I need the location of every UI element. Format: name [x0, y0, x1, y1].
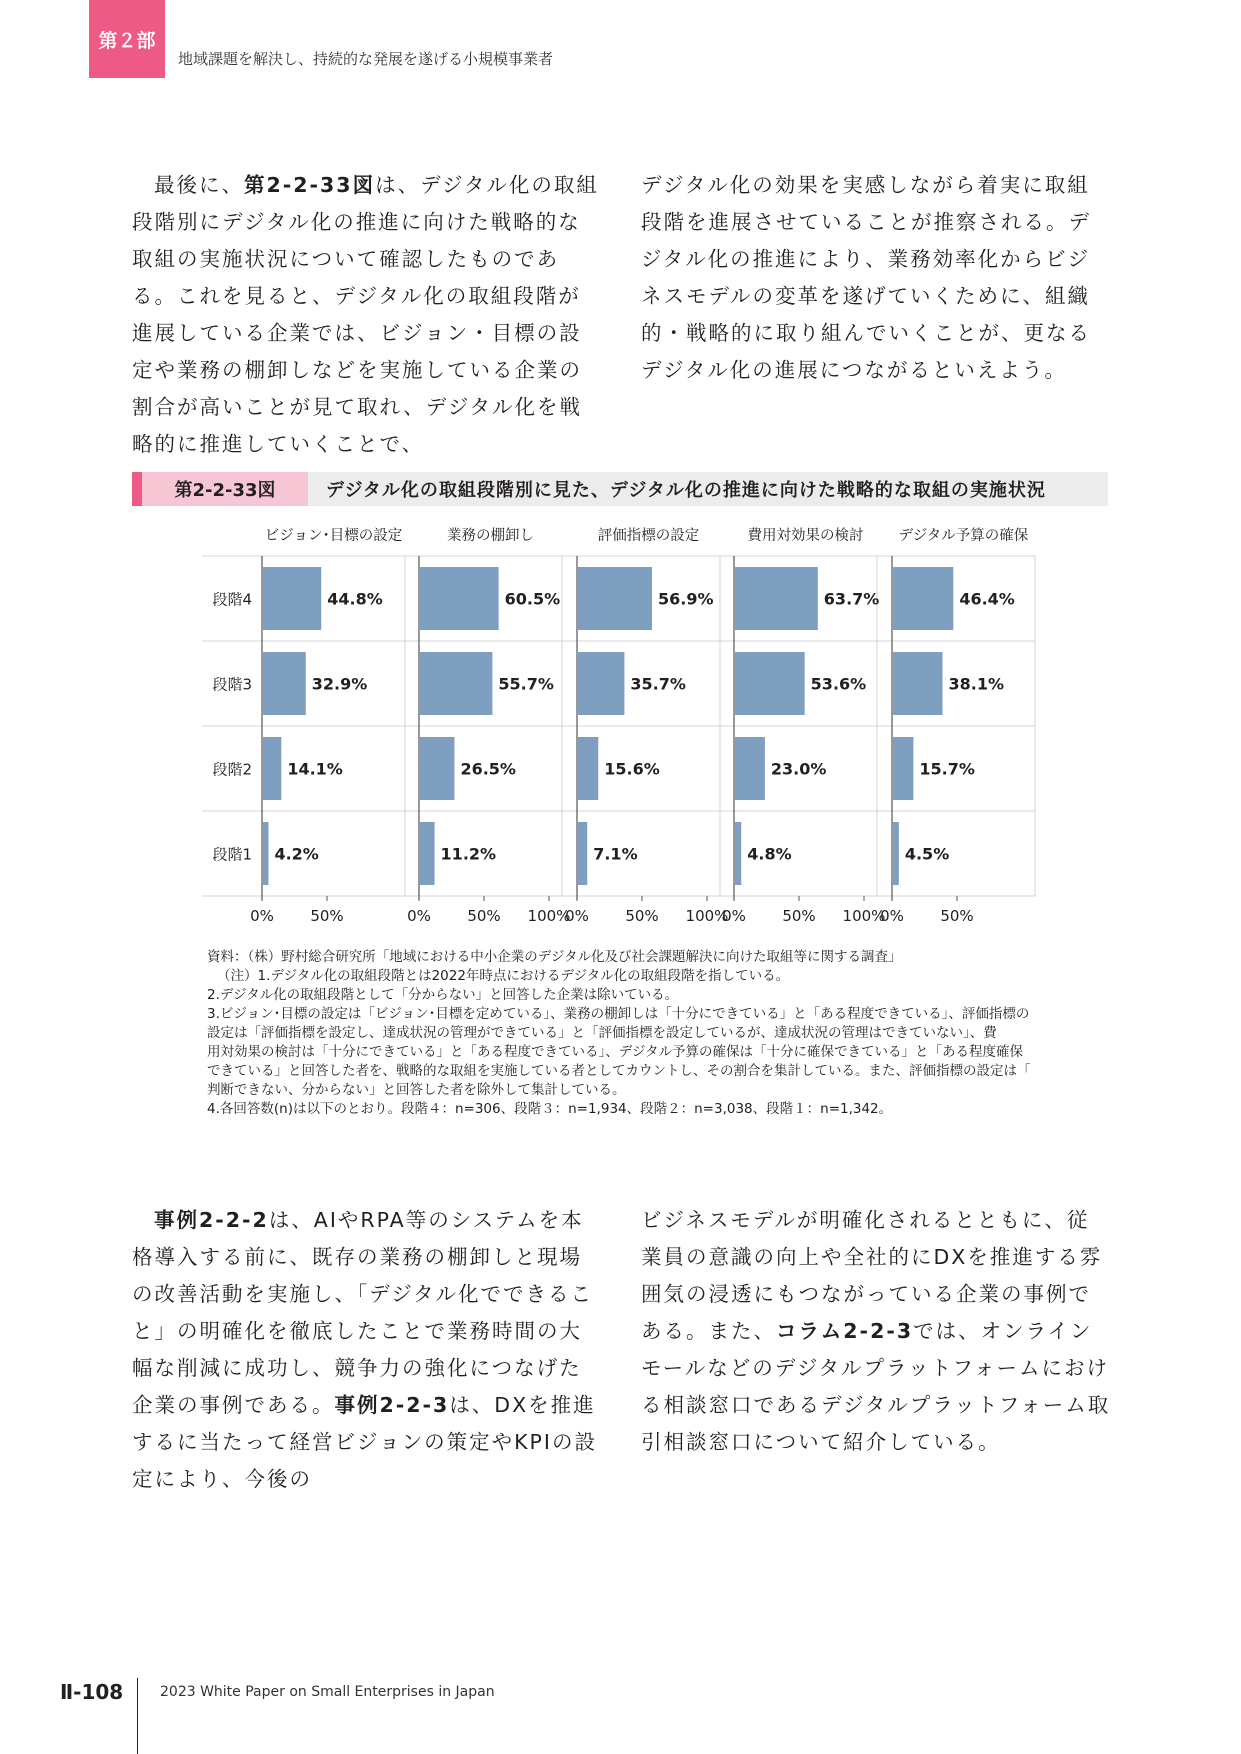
column-reference: コラム2-2-3 [776, 1319, 914, 1343]
row-label: 段階2 [212, 760, 252, 779]
bar [420, 567, 499, 630]
figure-title: デジタル化の取組段階別に見た、デジタル化の推進に向けた戦略的な取組の実施状況 [326, 480, 1046, 501]
bar [578, 737, 598, 800]
axis-tick-label: 0% [565, 907, 589, 925]
bar [420, 652, 492, 715]
closing-paragraph-left [132, 1202, 602, 1498]
axis-tick-label: 50% [782, 907, 816, 925]
panel-title: 評価指標の設定 [597, 528, 700, 544]
part-label: 第２部 [98, 29, 156, 52]
bar-data-label: 32.9% [311, 674, 368, 694]
bar-data-label: 63.7% [823, 589, 880, 609]
bar-data-label: 23.0% [770, 759, 827, 779]
figure-label: 第2-2-33図 [142, 472, 308, 506]
case-reference: 事例2-2-3 [334, 1393, 450, 1417]
bar [420, 822, 435, 885]
bar-data-label: 38.1% [948, 674, 1005, 694]
bar-data-label: 15.6% [604, 759, 660, 779]
axis-tick-label: 0% [722, 907, 746, 925]
panel-title: デジタル予算の確保 [898, 528, 1029, 544]
bar [735, 737, 765, 800]
bar-data-label: 11.2% [440, 844, 497, 864]
bar-data-label: 4.8% [747, 844, 792, 864]
bar [735, 567, 818, 630]
figure-notes [207, 948, 1107, 1119]
axis-tick-label: 0% [407, 907, 431, 925]
footer-divider [137, 1678, 138, 1754]
note-line: （注）1.デジタル化の取組段階とは2022年時点におけるデジタル化の取組段階を指している。 [217, 968, 790, 984]
bar-data-label: 55.7% [498, 674, 554, 694]
bar-data-label: 53.6% [810, 674, 867, 694]
axis-tick-label: 100% [842, 907, 886, 925]
bar [420, 737, 454, 800]
bar-data-label: 35.7% [630, 674, 686, 694]
bar [578, 822, 587, 885]
note-line: 判断できない、分からない」と回答した者を除外して集計している。 [207, 1082, 626, 1098]
intro-text: 最後に、 [154, 173, 244, 197]
note-line: 4.各回答数(n)は以下のとおり。段階４：n=306、段階３：n=1,934、段階２：n=3,038、段階１：n=1,342。 [207, 1101, 893, 1117]
closing-text: ビジネスモデルが明確化されるとともに、従業員の意識の向上や全社的にDXを推進する雰囲気の浸透にもつながっている企業の事例である。また、 [641, 1208, 1103, 1343]
axis-tick-label: 50% [625, 907, 659, 925]
bar [893, 652, 943, 715]
panel-title: ビジョン･目標の設定 [264, 528, 403, 544]
bar [735, 652, 805, 715]
closing-text: では、オンラインモールなどのデジタルプラットフォームにおける相談窓口であるデジタルプラットフォーム取引相談窓口について紹介している。 [641, 1319, 1111, 1454]
bar [263, 737, 281, 800]
axis-tick-label: 50% [310, 907, 344, 925]
note-line: 2.デジタル化の取組段階として「分からない」と回答した企業は除いている。 [207, 987, 679, 1003]
axis-tick-label: 0% [880, 907, 904, 925]
figure-chart [195, 520, 1055, 940]
intro-text: は、デジタル化の取組段階別にデジタル化の推進に向けた戦略的な取組の実施状況について確認したものである。これを見ると、デジタル化の取組段階が進展している企業では、ビジョン・目標の設定や業務の棚卸しなどを実施している企業の割合が高いことが見て取れ、デジタル化を戦略的に推進していくことで、 [132, 173, 599, 456]
axis-tick-label: 50% [940, 907, 974, 925]
part-tab [89, 0, 165, 78]
running-header: 地域課題を解決し、持続的な発展を遂げる小規模事業者 [178, 50, 554, 68]
bar-data-label: 15.7% [919, 759, 975, 779]
bar-data-label: 14.1% [287, 759, 343, 779]
axis-tick-label: 100% [527, 907, 571, 925]
axis-tick-label: 50% [467, 907, 501, 925]
figure-reference: 第2-2-33図 [244, 173, 376, 197]
intro-paragraph-left [132, 167, 602, 463]
bar-data-label: 46.4% [959, 589, 1015, 609]
bar-data-label: 7.1% [593, 844, 638, 864]
page-number: Ⅱ-108 [60, 1680, 124, 1704]
row-label: 段階1 [212, 845, 252, 864]
note-line: 設定は「評価指標を設定し、達成状況の管理ができている」と「評価指標を設定しているが、達成状況の管理はできていない」、費 [207, 1025, 997, 1041]
bar [893, 737, 913, 800]
bar [263, 652, 306, 715]
note-line: 用対効果の検討は「十分にできている」と「ある程度できている」、デジタル予算の確保は「十分に確保できている」と「ある程度確保 [207, 1044, 1023, 1060]
bar [893, 567, 953, 630]
bar [893, 822, 899, 885]
bar-data-label: 4.2% [274, 844, 319, 864]
closing-text: は、DXを推進するに当たって経営ビジョンの策定やKPIの設定により、今後の [132, 1393, 597, 1491]
bar-data-label: 56.9% [657, 589, 714, 609]
figure-title-accent [132, 472, 142, 506]
bar-data-label: 60.5% [504, 589, 561, 609]
bar-data-label: 26.5% [460, 759, 516, 779]
axis-tick-label: 100% [685, 907, 729, 925]
bar [263, 567, 321, 630]
note-line: 3.ビジョン･目標の設定は「ビジョン･目標を定めている」、業務の棚卸しは「十分にできている」と「ある程度できている」、評価指標の [207, 1006, 1030, 1022]
bar-data-label: 44.8% [327, 589, 383, 609]
panel-title: 業務の棚卸し [447, 528, 534, 544]
bar [735, 822, 741, 885]
case-reference: 事例2-2-2 [154, 1208, 269, 1232]
closing-paragraph-right [641, 1202, 1111, 1461]
note-line: 資料：（株）野村総合研究所「地域における中小企業のデジタル化及び社会課題解決に向けた取組等に関する調査」 [207, 949, 902, 965]
bar [578, 652, 624, 715]
row-label: 段階3 [212, 675, 252, 694]
bar-data-label: 4.5% [904, 844, 950, 864]
intro-paragraph-right: デジタル化の効果を実感しながら着実に取組段階を進展させていることが推察される。デジタル化の推進により、業務効率化からビジネスモデルの変革を遂げていくために、組織的・戦略的に取り組んでいくことが、更なるデジタル化の進展につながるといえよう。 [641, 173, 1091, 382]
panel-title: 費用対効果の検討 [747, 528, 864, 544]
publication-title: 2023 White Paper on Small Enterprises in Japan [160, 1684, 495, 1700]
row-label: 段階4 [212, 590, 252, 609]
note-line: できている」と回答した者を、戦略的な取組を実施している者としてカウントし、その割合を集計している。また、評価指標の設定は「 [207, 1063, 1031, 1079]
closing-text: は、AIやRPA等のシステムを本格導入する前に、既存の業務の棚卸しと現場の改善活動を実施し、「デジタル化でできること」の明確化を徹底したことで業務時間の大幅な削減に成功し、競争力の強化につなげた企業の事例である。 [132, 1208, 594, 1417]
bar [263, 822, 268, 885]
bar [578, 567, 652, 630]
axis-tick-label: 0% [250, 907, 274, 925]
